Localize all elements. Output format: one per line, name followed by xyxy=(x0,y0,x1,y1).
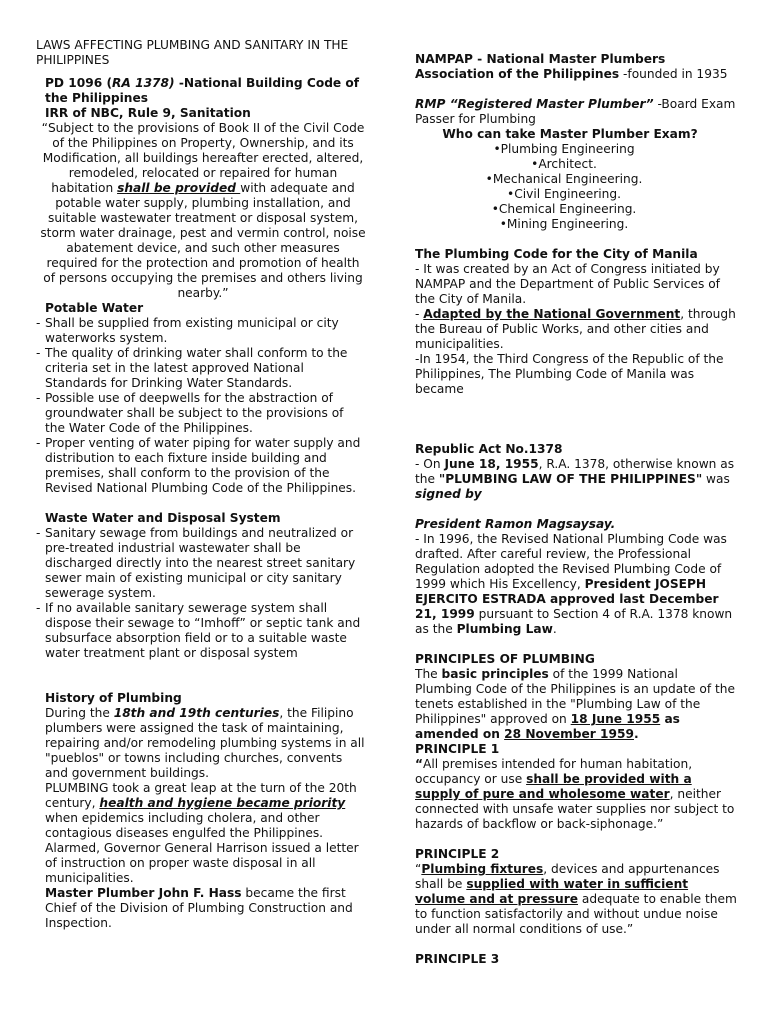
ra-1378-paragraph-2: - In 1996, the Revised National Plumbing Code was drafted. After careful review, the Professional Regulation adopted the Revised Plumbing Code of 1999 which His Excellency, President JOSEPH EJERCITO ESTRADA approved last December 21, 1999 pursuant to Section 4 of R.A. 1378 known as the Plumbing Law. xyxy=(415,532,733,636)
list-item: • Chemical Engineering. xyxy=(415,202,713,217)
list-item: • Mining Engineering. xyxy=(415,217,713,232)
ra-1378-heading: Republic Act No.1378 xyxy=(415,442,563,456)
ra-1378-paragraph-1: - On June 18, 1955, R.A. 1378, otherwise known as the "PLUMBING LAW OF THE PHILIPPINES" was signed by xyxy=(415,457,735,501)
potable-water-list xyxy=(36,316,366,496)
waste-water-list xyxy=(36,526,366,661)
sanitation-quote: “Subject to the provisions of Book II of the Civil Code of the Philippines on Property, Ownership, and its Modification, all buildings hereafter erected, altered, remodeled, relocated or repaired for human habitation shall be provided with adequate and potable water supply, plumbing installation, and suitable wastewater treatment or disposal system, storm water drainage, pest and vermin control, noise abatement device, and such other measures required for the protection and promotion of health of persons occupying the premises and others living nearby.” xyxy=(40,121,366,300)
principle-1-text: “All premises intended for human habitation, occupancy or use shall be provided with a supply of pure and wholesome water, neither connected with unsafe water supplies nor subject to hazards of backflow or back-siphonage.” xyxy=(415,757,735,831)
document-title: LAWS AFFECTING PLUMBING AND SANITARY IN THE PHILIPPINES xyxy=(36,38,349,67)
history-heading: History of Plumbing xyxy=(45,691,182,705)
principles-intro: The basic principles of the 1999 National Plumbing Code of the Philippines is an update of the tenets established in the "Plumbing Law of the Philippines" approved on 18 June 1955 as amended on 28 November 1959. xyxy=(415,667,736,741)
manila-paragraph-1: - It was created by an Act of Congress initiated by NAMPAP and the Department of Public Services of the City of Manila. xyxy=(415,262,720,306)
principle-1-heading: PRINCIPLE 1 xyxy=(415,742,500,756)
list-item: • Plumbing Engineering xyxy=(415,142,713,157)
manila-paragraph-2: - Adapted by the National Government, through the Bureau of Public Works, and other cities and municipalities. xyxy=(415,307,736,351)
history-paragraph-3: Master Plumber John F. Hass became the first Chief of the Division of Plumbing Construction and Inspection. xyxy=(45,886,353,930)
list-item: - The quality of drinking water shall conform to the criteria set in the latest approved National Standards for Drinking Water Standards. xyxy=(36,346,366,391)
manila-paragraph-3: -In 1954, the Third Congress of the Republic of the Philippines, The Plumbing Code of Manila was became xyxy=(415,352,724,396)
nampap-paragraph: NAMPAP - National Master Plumbers Association of the Philippines -founded in 1935 xyxy=(415,52,728,81)
principle-2-heading: PRINCIPLE 2 xyxy=(415,847,500,861)
list-item: - Sanitary sewage from buildings and neutralized or pre-treated industrial wastewater shall be discharged directly into the nearest street sanitary sewer main of existing municipal or city sanitary sewerage system. xyxy=(36,526,366,601)
list-item: - Proper venting of water piping for water supply and distribution to each fixture inside building and premises, shall conform to the provision of the Revised National Plumbing Code of the Philippines. xyxy=(36,436,366,496)
rmp-paragraph: RMP “Registered Master Plumber” -Board Exam Passer for Plumbing xyxy=(415,97,736,126)
eligible-degrees-list xyxy=(415,142,737,232)
list-item: • Mechanical Engineering. xyxy=(415,172,713,187)
list-item: - If no available sanitary sewerage system shall dispose their sewage to “Imhoff” or septic tank and subsurface absorption field or to a suitable waste water treatment plant or disposal system xyxy=(36,601,366,661)
pd-1096-heading: PD 1096 (RA 1378) -National Building Code of the Philippines xyxy=(45,76,360,105)
manila-code-heading: The Plumbing Code for the City of Manila xyxy=(415,247,698,261)
irr-heading: IRR of NBC, Rule 9, Sanitation xyxy=(45,106,251,120)
ra-president-line: President Ramon Magsaysay. xyxy=(415,517,616,531)
who-can-take-heading: Who can take Master Plumber Exam? xyxy=(442,127,698,141)
history-paragraph-1: During the 18th and 19th centuries, the Filipino plumbers were assigned the task of maintaining, repairing and/or remodeling plumbing systems in all "pueblos" or towns including churches, convents and government buildings. xyxy=(45,706,365,780)
principle-2-text: “Plumbing fixtures, devices and appurtenances shall be supplied with water in sufficient volume and at pressure adequate to enable them to function satisfactorily and without undue noise under all normal conditions of use.” xyxy=(415,862,737,936)
list-item: • Civil Engineering. xyxy=(415,187,713,202)
left-column xyxy=(36,38,366,931)
list-item: - Possible use of deepwells for the abstraction of groundwater shall be subject to the provisions of the Water Code of the Philippines. xyxy=(36,391,366,436)
principles-heading: PRINCIPLES OF PLUMBING xyxy=(415,652,595,666)
history-paragraph-2: PLUMBING took a great leap at the turn of the 20th century, health and hygiene became priority when epidemics including cholera, and other contagious diseases engulfed the Philippines. Alarmed, Governor General Harrison issued a letter of instruction on proper waste disposal in all municipalities. xyxy=(45,781,359,885)
potable-water-heading: Potable Water xyxy=(45,301,144,315)
right-column xyxy=(415,52,737,967)
waste-water-heading: Waste Water and Disposal System xyxy=(45,511,281,525)
list-item: • Architect. xyxy=(415,157,713,172)
list-item: - Shall be supplied from existing municipal or city waterworks system. xyxy=(36,316,366,346)
principle-3-heading: PRINCIPLE 3 xyxy=(415,952,500,966)
